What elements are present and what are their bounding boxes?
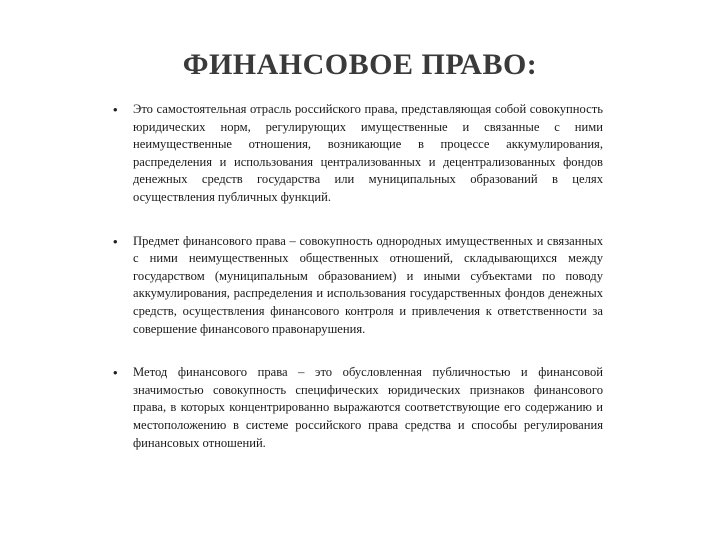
bullet-list — [113, 101, 603, 478]
bullet-icon: • — [113, 365, 118, 381]
bullet-item-method — [113, 364, 603, 452]
slide-title: ФИНАНСОВОЕ ПРАВО: — [182, 48, 538, 81]
bullet-item-definition — [113, 101, 603, 207]
bullet-icon: • — [113, 102, 118, 117]
bullet-text-definition: Это самостоятельная отрасль российского права, представляющая собой совокупность юридических норм, регулирующих имущественные и связанные с ними неимущественные отношения, возникающие в процессе аккумулирования, распределения и использования централизованных и децентрализованных фондов денежных средств государства или муниципальных образований в целях осуществления публичных функций. — [133, 102, 603, 204]
bullet-icon: • — [113, 233, 118, 249]
bullet-text-subject: Предмет финансового права – совокупность однородных имущественных и связанных с ними неимущественных общественных отношений, складывающихся между государством (муниципальным образованием) и иными субъектами по поводу аккумулирования, распределения и использования государственных фондов денежных средств, осуществления финансового контроля и привлечения к ответственности за совершение финансового правонарушения. — [133, 233, 603, 336]
bullet-text-method: Метод финансового права – это обусловленная публичностью и финансовой значимостью совокупность специфических юридических признаков финансового права, в которых концентрированно выражаются соответствующие его содержанию и местоположению в системе российского права средства и способы регулирования финансовых отношений. — [133, 365, 603, 450]
bullet-item-subject — [113, 233, 603, 339]
